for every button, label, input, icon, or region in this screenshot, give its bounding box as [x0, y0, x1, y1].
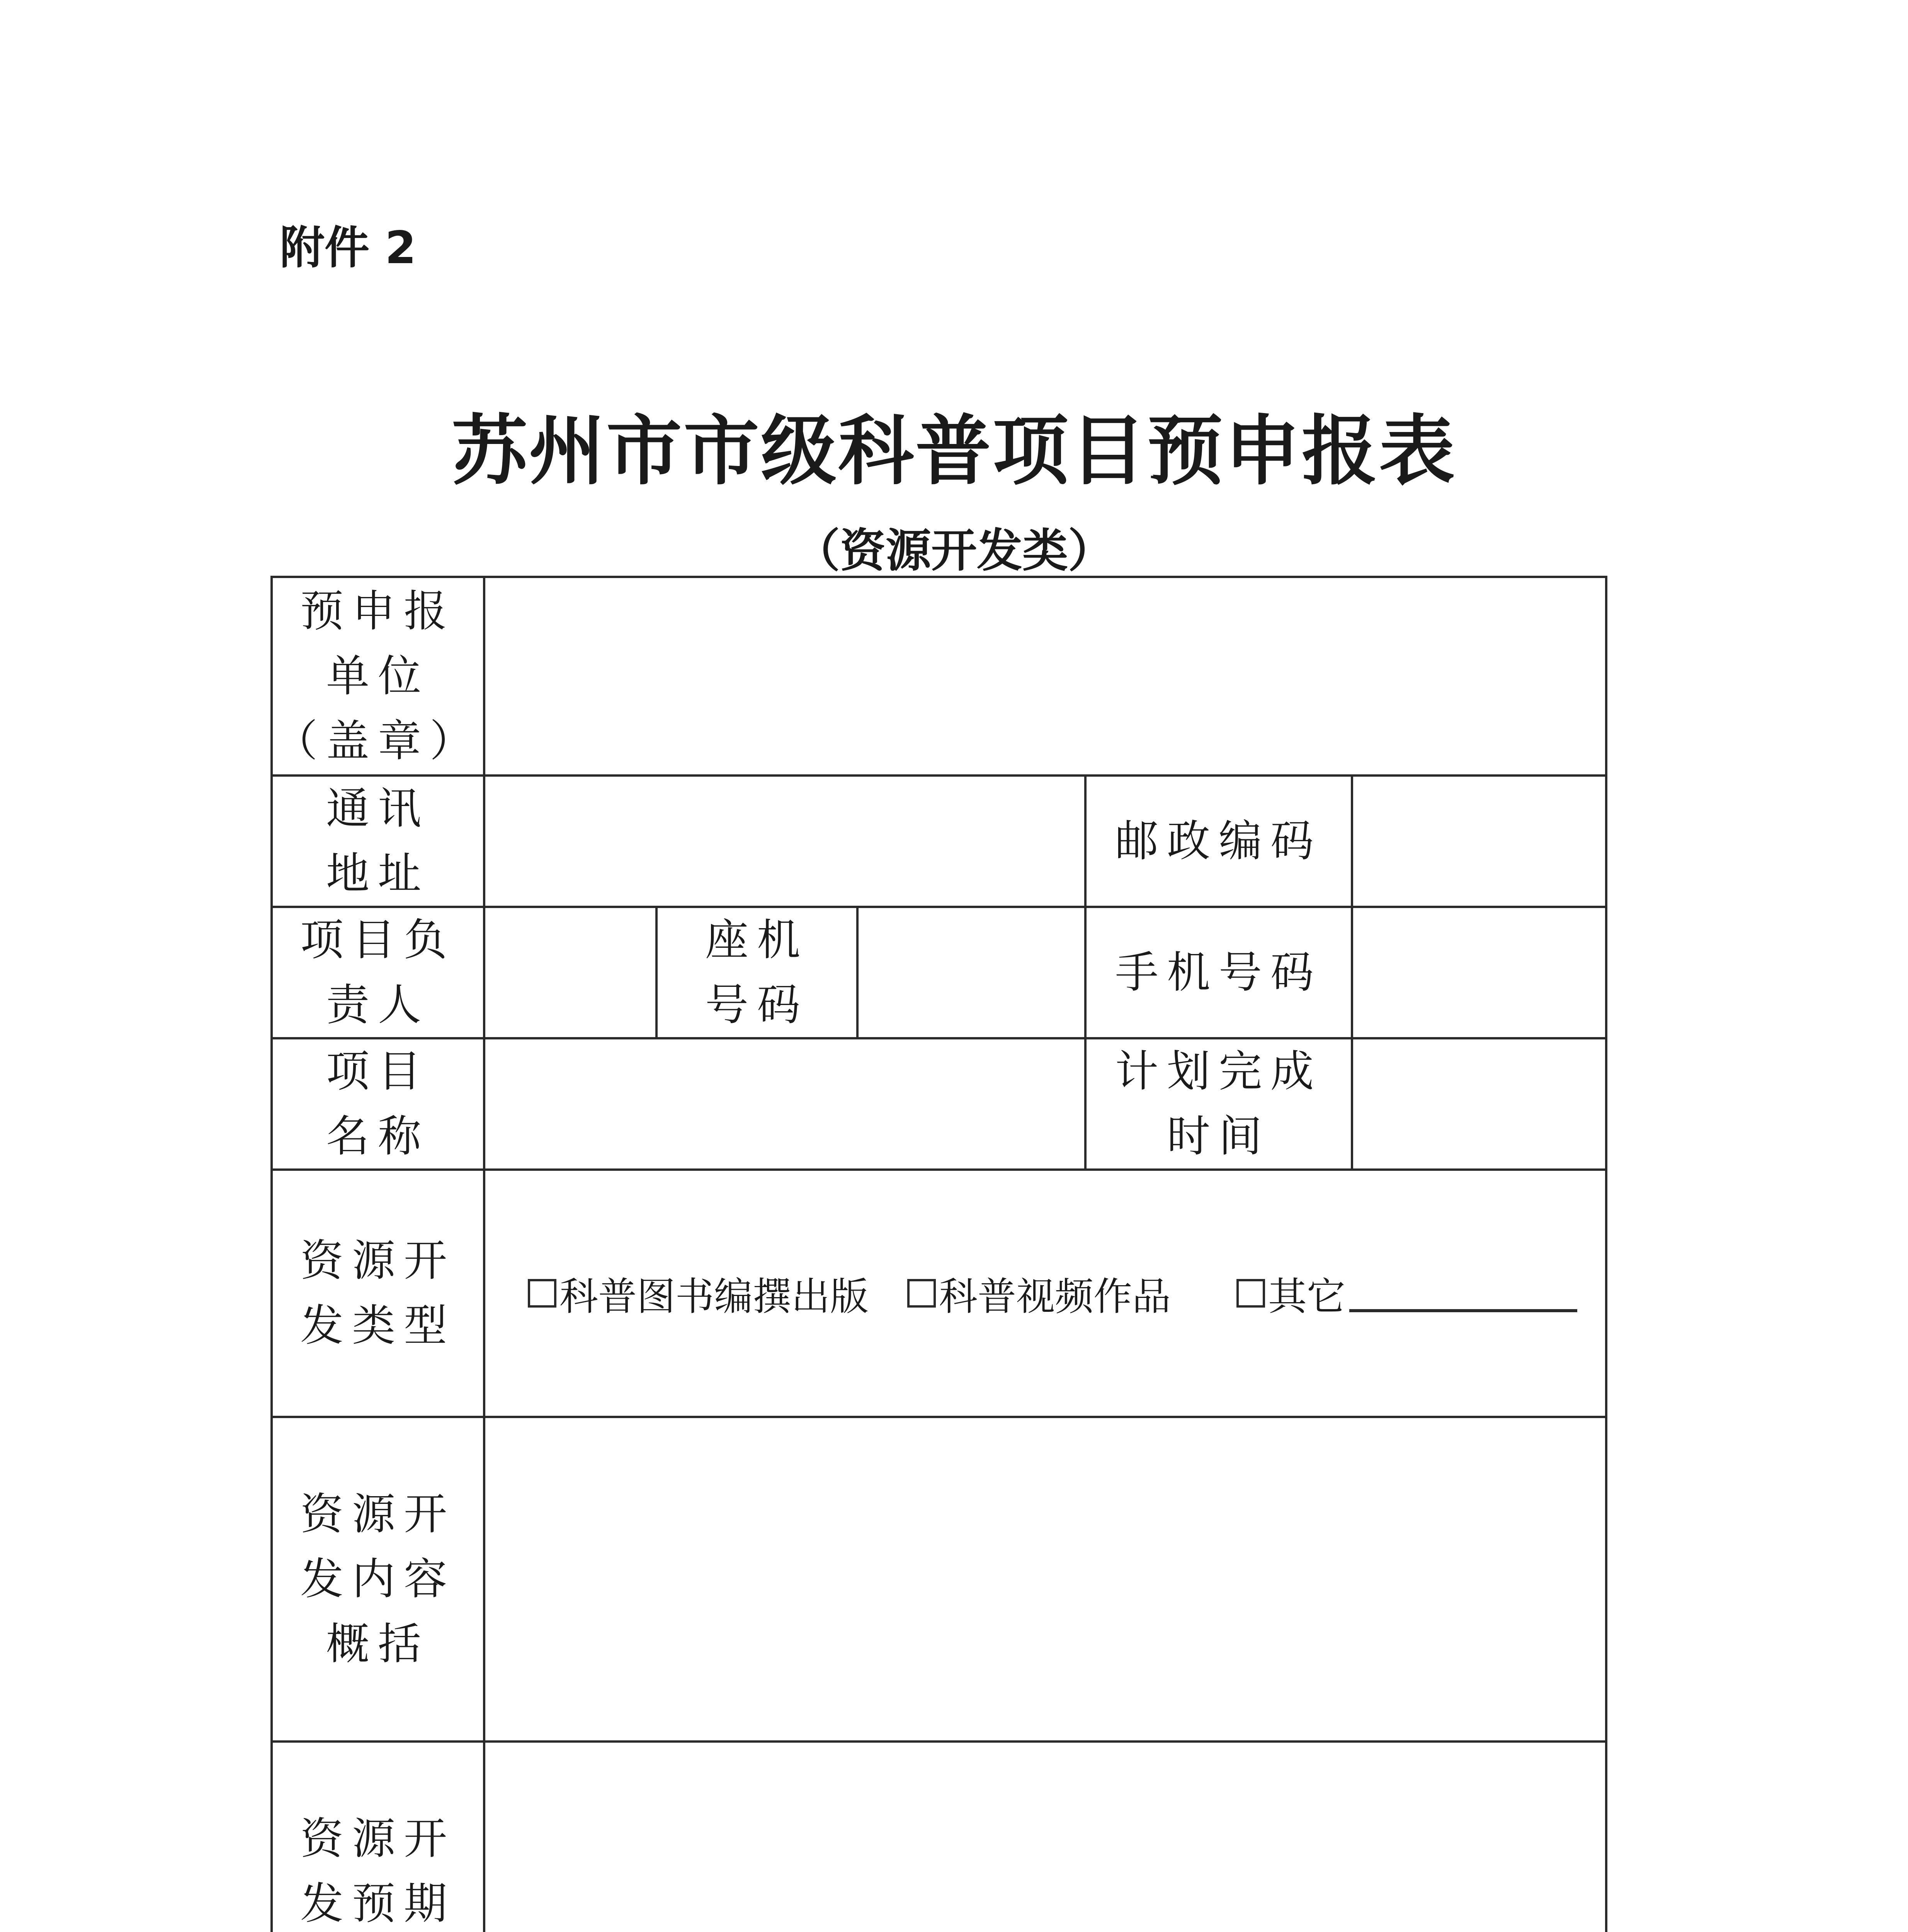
- content-label: 资源开 发内容 概括: [300, 1489, 456, 1669]
- project-name-field[interactable]: [483, 1037, 1087, 1171]
- results-field[interactable]: [483, 1740, 1607, 1932]
- attachment-label: 附件 2: [280, 222, 417, 274]
- checkbox-icon[interactable]: [1236, 1279, 1265, 1308]
- address-field[interactable]: [483, 774, 1087, 908]
- address-label-cell: [270, 774, 485, 908]
- content-label-cell: [270, 1416, 485, 1743]
- option-science-video[interactable]: [907, 1265, 1171, 1321]
- plan-time-label-cell: [1084, 1037, 1353, 1171]
- form-title: 苏州市市级科普项目预申报表: [451, 406, 1456, 495]
- landline-label-cell: [655, 906, 859, 1039]
- option-science-video-label: 科普视频作品: [939, 1274, 1171, 1319]
- applicant-label-cell: [270, 576, 485, 777]
- postcode-field[interactable]: [1351, 774, 1607, 908]
- checkbox-icon[interactable]: [907, 1279, 936, 1308]
- content-field[interactable]: [483, 1416, 1607, 1743]
- address-label: 通讯 地址: [326, 784, 430, 899]
- landline-label: 座机 号码: [705, 915, 809, 1030]
- postcode-label: 邮政编码: [1115, 816, 1322, 866]
- dev-type-label: 资源开 发类型: [300, 1236, 456, 1351]
- application-form-table: [270, 576, 1607, 1932]
- plan-time-label: 计划完成 时间: [1115, 1046, 1322, 1162]
- option-other-label: 其它: [1268, 1274, 1345, 1319]
- option-other[interactable]: [1236, 1265, 1577, 1321]
- project-name-label-cell: [270, 1037, 485, 1171]
- mobile-label-cell: [1084, 906, 1353, 1039]
- landline-field[interactable]: [856, 906, 1087, 1039]
- applicant-label: 预申报 单位 （盖章）: [274, 586, 481, 766]
- mobile-field[interactable]: [1351, 906, 1607, 1039]
- option-science-book[interactable]: [528, 1265, 869, 1321]
- dev-type-options: [483, 1168, 1607, 1418]
- results-label-cell: [270, 1740, 485, 1932]
- other-blank-line[interactable]: [1349, 1274, 1577, 1312]
- mobile-label: 手机号码: [1115, 947, 1322, 998]
- postcode-label-cell: [1084, 774, 1353, 908]
- applicant-field[interactable]: [483, 576, 1607, 777]
- form-subtitle: （资源开发类）: [794, 524, 1114, 577]
- checkbox-icon[interactable]: [528, 1279, 556, 1308]
- leader-label: 项目负 责人: [300, 915, 456, 1030]
- dev-type-label-cell: [270, 1168, 485, 1418]
- plan-time-field[interactable]: [1351, 1037, 1607, 1171]
- leader-label-cell: [270, 906, 485, 1039]
- project-name-label: 项目 名称: [326, 1046, 430, 1162]
- option-science-book-label: 科普图书编撰出版: [559, 1274, 869, 1319]
- leader-field[interactable]: [483, 906, 658, 1039]
- results-label: 资源开 发预期: [300, 1814, 456, 1929]
